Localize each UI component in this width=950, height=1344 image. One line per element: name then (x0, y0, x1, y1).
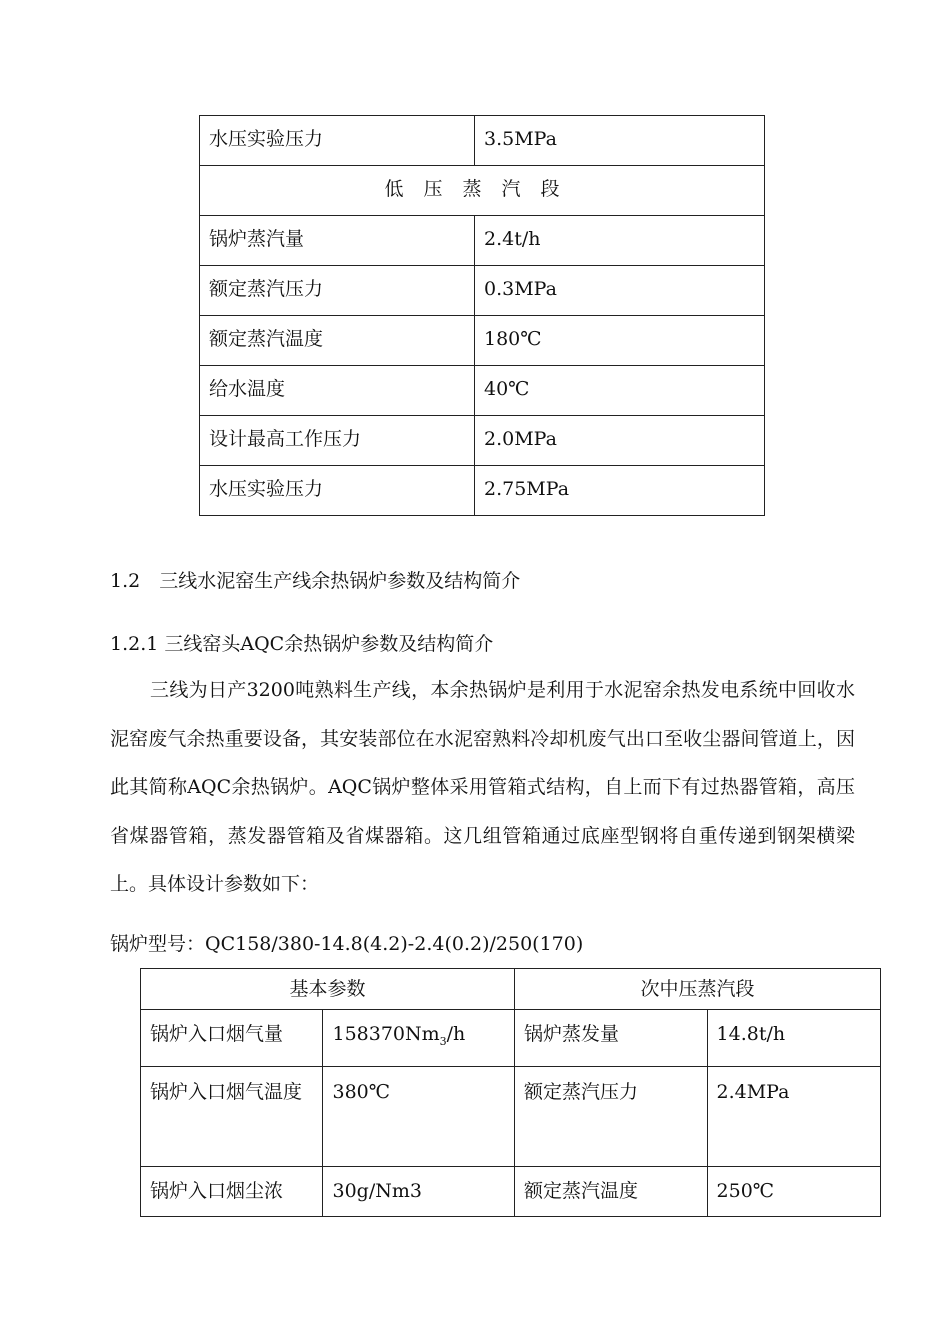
table-row (200, 466, 765, 516)
table-cell-value: 2.75MPa (475, 466, 765, 516)
table-row (200, 416, 765, 466)
body-paragraph: 三线为日产3200吨熟料生产线，本余热锅炉是利用于水泥窑余热发电系统中回收水泥窑废气余热重要设备，其安装部位在水泥窑熟料冷却机废气出口至收尘器间管道上，因此其简称AQC余热锅炉。AQC锅炉整体采用管箱式结构，自上而下有过热器管箱，高压省煤器管箱，蒸发器管箱及省煤器箱。这几组管箱通过底座型钢将自重传递到钢架横梁上。具体设计参数如下： (110, 679, 855, 895)
aqc-boiler-parameter-table (140, 968, 881, 1217)
table-cell-label: 锅炉入口烟气温度 (141, 1066, 323, 1166)
table-cell-value: 30g/Nm3 (323, 1166, 515, 1216)
table-row (141, 1010, 881, 1067)
table-cell-value (323, 1010, 515, 1067)
table-cell-label: 锅炉蒸汽量 (200, 216, 475, 266)
table-cell-label: 锅炉入口烟气量 (141, 1010, 323, 1067)
table-section-row (200, 166, 765, 216)
table-cell-value: 180℃ (475, 316, 765, 366)
table-cell-value: 14.8t/h (707, 1010, 880, 1067)
value-text: 158370Nm (332, 1023, 440, 1045)
table-cell-label: 给水温度 (200, 366, 475, 416)
table-cell-value: 2.4MPa (707, 1066, 880, 1166)
table-cell-value: 2.4t/h (475, 216, 765, 266)
table-cell-value: 380℃ (323, 1066, 515, 1166)
table-row (200, 366, 765, 416)
value-subscript: 3 (439, 1034, 447, 1048)
table-cell-label: 额定蒸汽温度 (515, 1166, 708, 1216)
table-cell-value: 250℃ (707, 1166, 880, 1216)
table-cell-label: 额定蒸汽压力 (515, 1066, 708, 1166)
table-header-steam: 次中压蒸汽段 (515, 969, 881, 1010)
table-cell-value: 2.0MPa (475, 416, 765, 466)
table-cell-value: 0.3MPa (475, 266, 765, 316)
table-cell-value: 40℃ (475, 366, 765, 416)
boiler-model-line: 锅炉型号：QC158/380-14.8(4.2)-2.4(0.2)/250(170) (110, 933, 584, 955)
table-cell-value: 3.5MPa (475, 116, 765, 166)
table-cell-label: 设计最高工作压力 (200, 416, 475, 466)
table-cell-label: 水压实验压力 (200, 116, 475, 166)
section-heading: 1.2 三线水泥窑生产线余热锅炉参数及结构简介 (110, 570, 521, 592)
table-header-row (141, 969, 881, 1010)
subsection-heading: 1.2.1 三线窑头AQC余热锅炉参数及结构简介 (110, 633, 494, 655)
table-row (200, 316, 765, 366)
table-cell-label: 额定蒸汽压力 (200, 266, 475, 316)
table-row (200, 116, 765, 166)
table-row (200, 216, 765, 266)
table-row (141, 1066, 881, 1166)
value-unit: /h (446, 1023, 466, 1045)
table-cell-label: 水压实验压力 (200, 466, 475, 516)
table-cell-label: 额定蒸汽温度 (200, 316, 475, 366)
table-header-basic: 基本参数 (141, 969, 515, 1010)
table-row (141, 1166, 881, 1216)
table-row (200, 266, 765, 316)
table-cell-label: 锅炉入口烟尘浓 (141, 1166, 323, 1216)
table-cell-label: 锅炉蒸发量 (515, 1010, 708, 1067)
section-title: 低压蒸汽段 (200, 166, 765, 216)
low-pressure-steam-table (199, 115, 765, 516)
